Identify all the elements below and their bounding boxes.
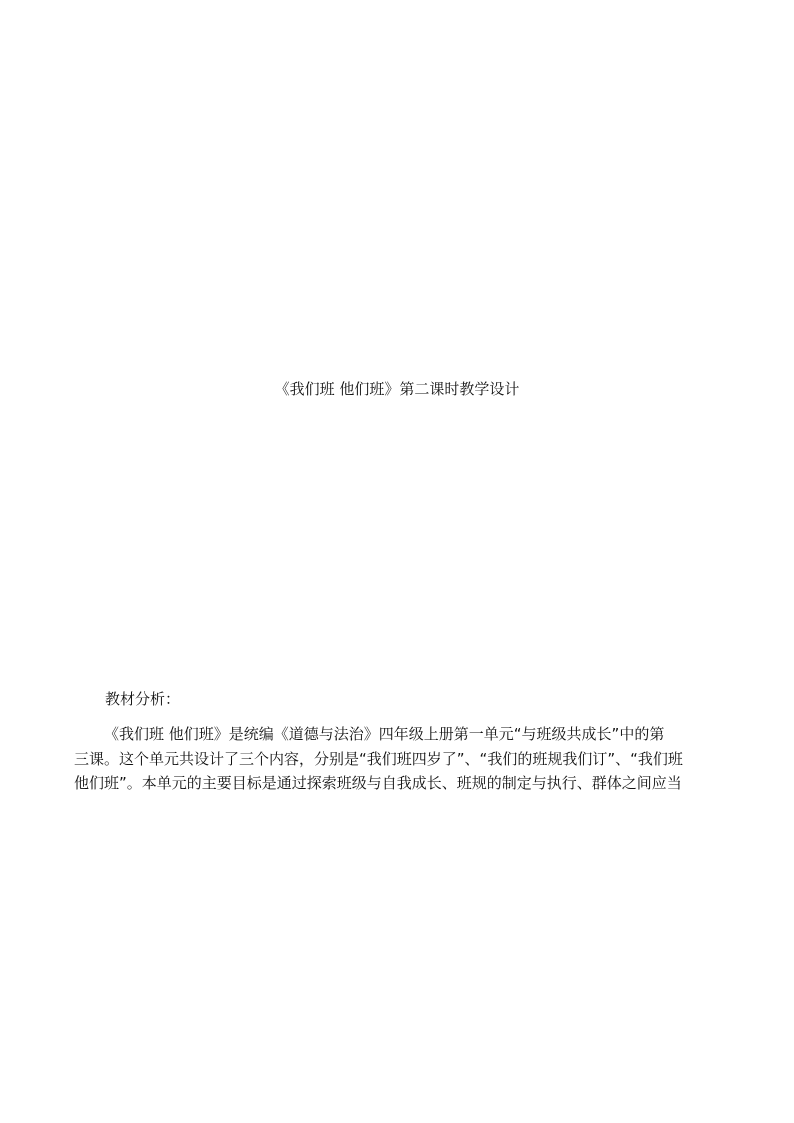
- paragraph-line: 《我们班 他们班》是统编《道德与法治》四年级上册第一单元“与班级共成长”中的第: [104, 725, 665, 743]
- paragraph-line: 三课。这个单元共设计了三个内容，分别是“我们班四岁了”、“我们的班规我们订”、“我们班: [74, 749, 683, 768]
- section-heading-textbook-analysis: 教材分析：: [105, 690, 181, 708]
- document-title: 《我们班 他们班》第二课时教学设计: [274, 380, 520, 398]
- paragraph-line: 他们班”。本单元的主要目标是通过探索班级与自我成长、班规的制定与执行、群体之间应当: [74, 774, 682, 792]
- body-paragraph: [74, 722, 724, 796]
